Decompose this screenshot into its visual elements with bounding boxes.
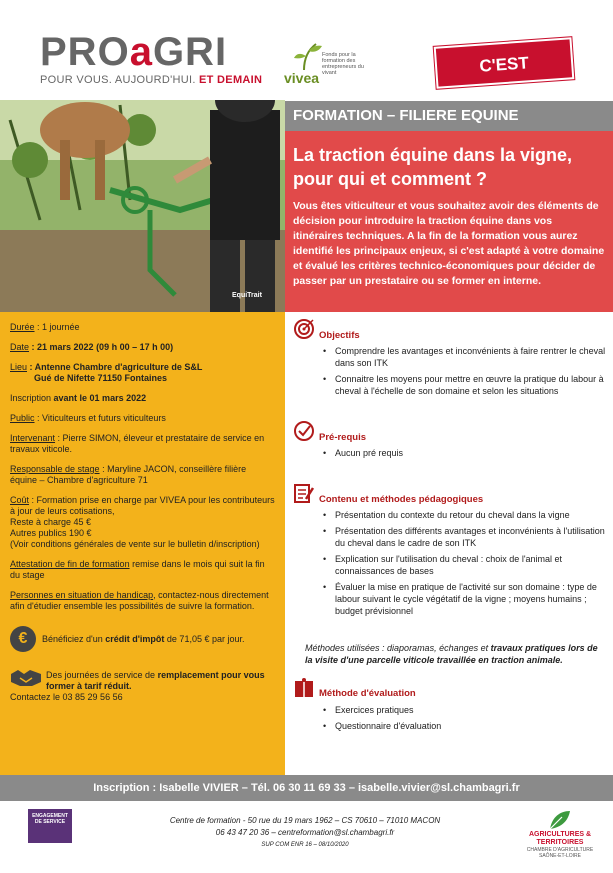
handicap-line: Personnes en situation de handicap, contactez-nous directement afin d'étudier ensemble les possibilités de suivre la formation. <box>10 590 269 611</box>
logo-tagline: POUR VOUS. AUJOURD'HUI. ET DEMAIN <box>40 74 263 86</box>
vivea-logo: vivea Fonds pour la formation des entrepreneurs du vivant <box>284 42 374 88</box>
public-line: Public : Viticulteurs et futurs viticulteurs <box>10 413 166 423</box>
credit-impot-row: € Bénéficiez d'un crédit d'impôt de 71,05 € par jour. <box>10 626 275 652</box>
intervenant-line: Intervenant : Pierre SIMON, éleveur et prestataire de service en travaux viticole. <box>10 433 265 454</box>
chambre-agriculture-logo: AGRICULTURES & TERRITOIRES CHAMBRE D'AGRICULTURE SAÔNE-ET-LOIRE <box>520 807 600 867</box>
book-icon <box>293 678 315 700</box>
prerequis-list <box>323 447 609 459</box>
footer-address: Centre de formation - 50 rue du 19 mars 1962 – CS 70610 – 71010 MACON 06 43 47 20 36 – centreformation@sl.chambagri.fr SUP COM ENR 16 – 08/10/2020 <box>169 816 441 848</box>
header <box>0 0 613 100</box>
proagri-logo <box>40 32 262 86</box>
document-edit-icon <box>293 482 315 504</box>
duree-line: Durée : 1 journée <box>10 322 80 332</box>
objectifs-section: Objectifs • Comprendre les avantages et inconvénients à faire rentrer le cheval dans son ITK • Connaitre les moyens pour mettre en œuvre la pratique du labour à cheval à l'échelle de son domaine et selon les situations <box>293 316 609 401</box>
list-item: • Présentation du contexte du retour du cheval dans la vigne <box>323 509 609 521</box>
cout-line: Coût : Formation prise en charge par VIVEA pour les contributeurs à jour de leurs cotisations, Reste à charge 45 € Autres publics 190 € (Voir conditions générales de vente sur le bulletin d/inscription) <box>10 495 275 549</box>
euro-icon: € <box>10 626 36 652</box>
lieu-line: Lieu : Antenne Chambre d'agriculture de S&L Gué de Nifette 71150 Fontaines <box>10 362 203 383</box>
list-item: • Évaluer la mise en pratique de l'activité sur son domaine : type de labour suivant le cycle végétatif de la vigne ; moyens humains ; budget prévisionnel <box>323 581 609 617</box>
info-panel <box>0 312 285 775</box>
list-item: • Comprendre les avantages et inconvénients à faire rentrer le cheval dans son ITK <box>323 345 609 369</box>
intro-panel <box>285 131 613 312</box>
evaluation-section: Méthode d'évaluation • Exercices pratiques • Questionnaire d'évaluation <box>293 678 609 736</box>
attestation-line: Attestation de fin de formation remise dans le mois qui suit la fin du stage <box>10 559 265 580</box>
horse-vineyard-photo <box>0 100 285 312</box>
methodes-text: Méthodes utilisées : diaporamas, échanges et travaux pratiques lors de la visite d'une parcelle viticole travaillée en traction animale. <box>305 643 598 665</box>
date-line: Date : 21 mars 2022 (09 h 00 – 17 h 00) <box>10 342 174 352</box>
logo-word: PROaGRI <box>40 30 228 74</box>
page-title: La traction équine dans la vigne, pour qui et comment ? <box>293 145 573 189</box>
list-item: • Exercices pratiques <box>323 704 609 716</box>
intro-text: Vous êtes viticulteur et vous souhaitez avoir des éléments de décision pour introduire la traction équine dans vos itinéraires techniques. A la fin de la formation vous aurez identifié les principaux enjeux, si c'est adapté à votre domaine et évalué les critères technico-économiques pour décider de passer par un prestataire ou se former en interne. <box>293 200 605 287</box>
list-item: • Aucun pré requis <box>323 447 609 459</box>
objectifs-list <box>323 345 609 397</box>
contenu-list <box>323 509 609 617</box>
list-item: • Questionnaire d'évaluation <box>323 720 609 732</box>
evaluation-list <box>323 704 609 732</box>
remplacement-row: Des journées de service de remplacement pour vous former à tarif réduit. Contactez le 03 85 29 56 56 <box>10 666 275 703</box>
check-circle-icon <box>293 420 315 442</box>
vivea-leaf-icon <box>290 42 326 72</box>
contenu-section: Contenu et méthodes pédagogiques • Présentation du contexte du retour du cheval dans la vigne • Présentation des différents avantages et inconvénients à l'utilisation du cheval dans le cadre de son ITK • Explication sur l'utilisation du cheval : choix de l'animal et connaissances de bases • Évaluer la mise en pratique de l'activité sur son domaine : type de labour suivant le cycle végétatif de la vigne ; moyens humains ; budget prévisionnel <box>293 480 609 621</box>
cest-nouveau-badge: C'EST <box>434 37 575 89</box>
formation-bar: FORMATION – FILIERE EQUINE <box>285 101 613 131</box>
photo-illustration <box>0 100 285 312</box>
list-item: • Connaitre les moyens pour mettre en œuvre la pratique du labour à cheval à l'échelle de son domaine et selon les situations <box>323 373 609 397</box>
inscription-contact-bar: Inscription : Isabelle VIVIER – Tél. 06 30 11 69 33 – isabelle.vivier@sl.chambagri.fr <box>0 775 613 801</box>
photo-watermark: EquiTrait <box>232 292 262 299</box>
agri-leaf-icon <box>548 809 572 831</box>
inscription-line: Inscription avant le 01 mars 2022 <box>10 393 147 403</box>
list-item: • Explication sur l'utilisation du cheval : choix de l'animal et connaissances de bases <box>323 553 609 577</box>
handshake-icon <box>10 666 42 688</box>
list-item: • Présentation des différents avantages et inconvénients à l'utilisation du cheval dans le cadre de son ITK <box>323 525 609 549</box>
target-icon <box>293 318 315 340</box>
responsable-line: Responsable de stage : Maryline JACON, conseillère filière équine – Chambre d'agriculture 71 <box>10 464 247 485</box>
prerequis-section: Pré-requis • Aucun pré requis <box>293 418 609 463</box>
content-panel <box>285 312 613 775</box>
engagement-service-logo: ENGAGEMENT DE SERVICE <box>28 809 84 865</box>
footer <box>0 801 613 873</box>
